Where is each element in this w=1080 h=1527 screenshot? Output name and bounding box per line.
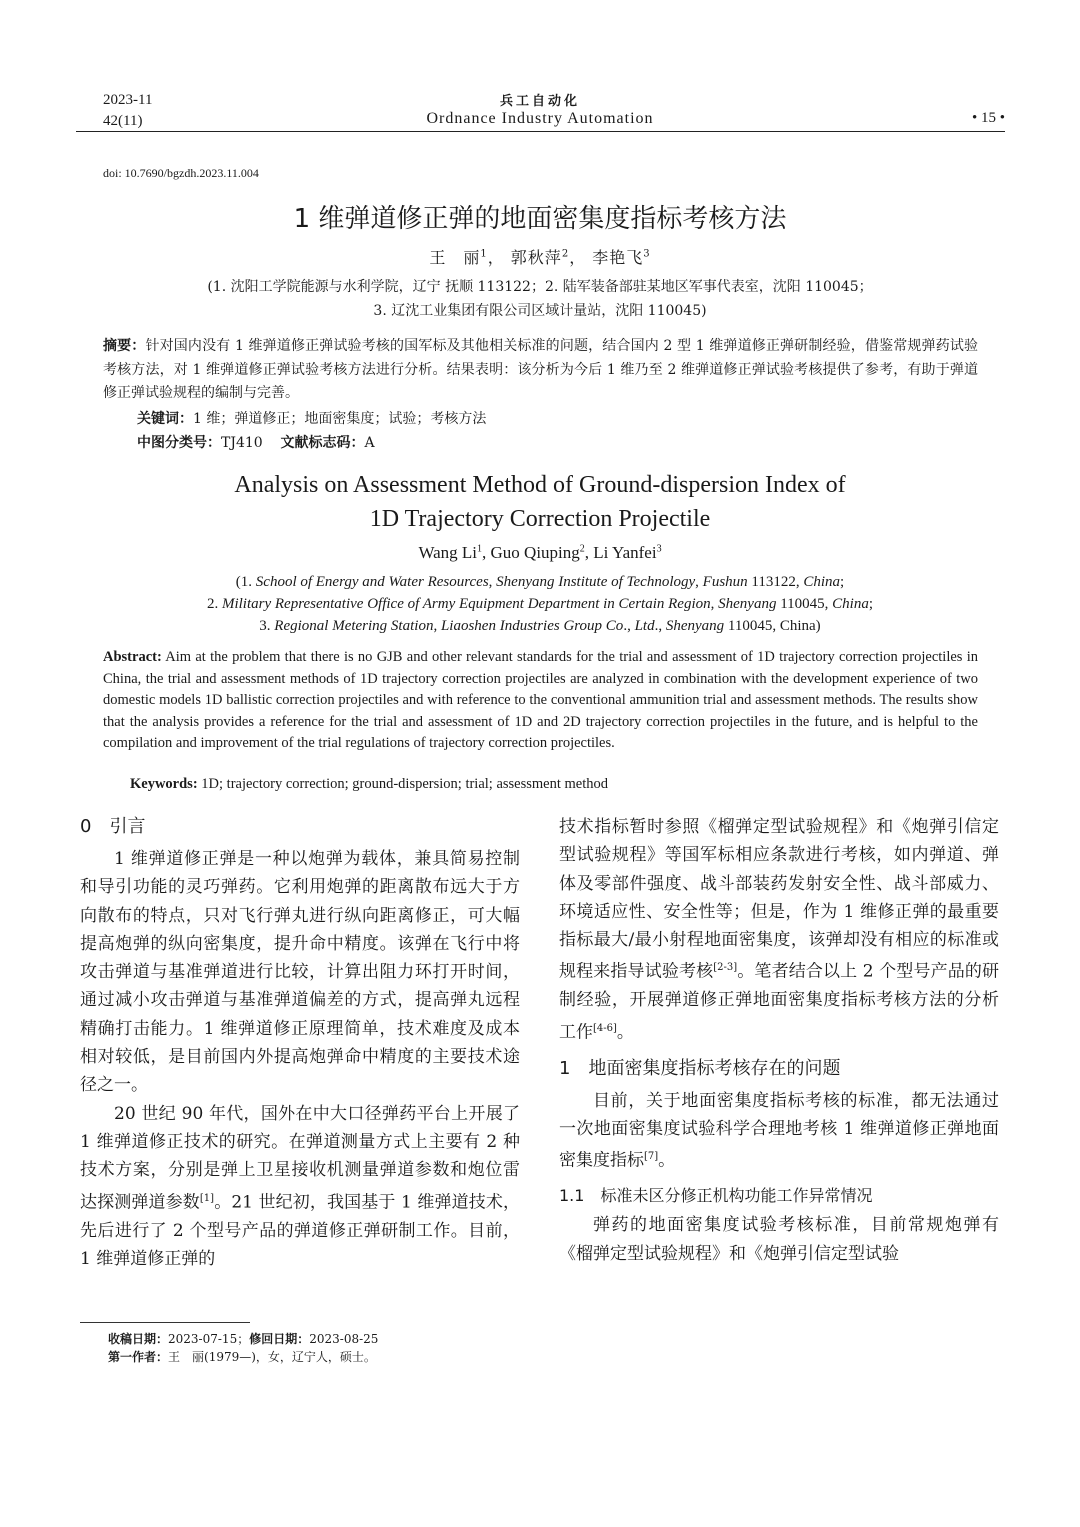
abstract-zh: [103, 335, 978, 406]
title-zh: 1 维弹道修正弹的地面密集度指标考核方法: [293, 204, 787, 234]
keywords-zh-block: [137, 407, 486, 455]
author-sup: 2: [579, 543, 585, 555]
author-sup: 2: [561, 248, 570, 260]
affiliations-en: [0, 571, 1080, 637]
received-date: 2023-07-15；: [168, 1332, 250, 1346]
doc-code-label: 文献标志码：: [280, 435, 365, 451]
keywords-en: [130, 776, 608, 793]
dates: [108, 1330, 378, 1348]
keywords-en-label: Keywords:: [130, 776, 198, 792]
author-sup: 3: [656, 543, 662, 555]
authors-zh: 王 丽$^1$， 郭秋萍$^2$， 李艳飞$^3$: [429, 248, 651, 267]
doc-code-value: A: [364, 435, 375, 451]
section-heading: 1 地面密集度指标考核存在的问题: [559, 1057, 841, 1079]
first-author-label: 第一作者：: [108, 1350, 169, 1364]
first-author: [108, 1348, 378, 1366]
keywords-zh-text: 1 维；弹道修正；地面密集度；试验；考核方法: [193, 411, 487, 427]
issue-volume: 42(11): [103, 113, 143, 129]
revised-label: 修回日期：: [249, 1332, 310, 1346]
citation: [2-3]: [713, 962, 738, 974]
citation: [1]: [199, 1192, 215, 1204]
paragraph: 弹药的地面密集度试验考核标准，目前常规炮弹有《榴弹定型试验规程》和《炮弹引信定型试验: [559, 1215, 999, 1264]
abstract-en: [103, 647, 978, 755]
abstract-zh-label: 摘要：: [103, 338, 146, 354]
title-en-line2: 1D Trajectory Correction Projectile: [369, 506, 711, 532]
authors-en: Wang Li$^1$, Guo Qiuping$^2$, Li Yanfei$^3$: [418, 543, 662, 562]
citation: [7]: [644, 1151, 659, 1163]
body-column-left: [80, 813, 520, 1273]
abstract-en-text: Aim at the problem that there is no GJB and other relevant standards for the trial and assessment of 1D trajectory correction projectiles in China, the trial and assessment methods of 1D trajectory correction projectiles are analyzed in combination with the development experience of two domestic models 1D ballistic correction projectiles and with reference to the conventional ammunition trial and assessment methods. The results show that the analysis provides a reference for the trial and assessment of 1D and 2D trajectory correction projectiles in the future, and is helpful to the compilation and improvement of the trial regulations of trajectory correction projectiles.: [103, 649, 979, 752]
paragraph: 1 维弹道修正弹是一种以炮弹为载体，兼具简易控制和导引功能的灵巧弹药。它利用炮弹的距离散布远大于方向散布的特点，只对飞行弹丸进行纵向距离修正，可大幅提高炮弹的纵向密集度，提升命中精度。该弹在飞行中将攻击弹道与基准弹道进行比较，计算出阻力环打开时间，通过减小攻击弹道与基准弹道偏差的方式，提高弹丸远程精确打击能力。1 维弹道修正原理简单，技术难度及成本相对较低，是目前国内外提高炮弹命中精度的主要技术途径之一。: [80, 849, 520, 1096]
affiliation-line: (1. 沈阳工学院能源与水利学院，辽宁 抚顺 113122；2. 陆军装备部驻某地区军事代表室，沈阳 110045；: [207, 279, 873, 295]
keywords-zh: [137, 407, 486, 431]
affiliation-line: 3. Regional Metering Station, Liaoshen Industries Group Co., Ltd., Shenyang 110045, China): [259, 618, 821, 634]
subsection-heading: 1.1 标准未区分修正机构功能工作异常情况: [559, 1186, 873, 1206]
classification-value: TJ410: [221, 435, 263, 451]
citation: [4-6]: [593, 1022, 617, 1034]
author-name: 郭秋萍: [510, 248, 562, 267]
author-name: Guo Qiuping: [490, 543, 580, 562]
footnote-divider: [80, 1322, 250, 1323]
keywords-zh-label: 关键词：: [137, 411, 193, 427]
author-sup: 1: [477, 543, 483, 555]
footnote: [108, 1330, 378, 1366]
page-number: • 15 •: [971, 110, 1005, 126]
affiliation-line: 2. Military Representative Office of Army Equipment Department in Certain Region, Shenyang 110045, China;: [206, 596, 874, 612]
issue-date: 2023-11: [103, 92, 153, 108]
paragraph: 技术指标暂时参照《榴弹定型试验规程》和《炮弹引信定型试验规程》等国军标相应条款进行考核，如内弹道、弹体及零部件强度、战斗部装药发射安全性、战斗部威力、环境适应性、安全性等；但是，作为 1 维修正弹的最重要指标最大/最小射程地面密集度，该弹却没有相应的标准或规程来指导试验考核[2-3]。笔者结合以上 2 个型号产品的研制经验，开展弹道修正弹地面密集度指标考核方法的分析工作[4-6]。: [559, 817, 999, 1043]
author-name: Li Yanfei: [593, 543, 657, 562]
title-en: [0, 468, 1080, 536]
keywords-en-text: 1D; trajectory correction; ground-dispersion; trial; assessment method: [201, 776, 608, 792]
title-en-line1: Analysis on Assessment Method of Ground-dispersion Index of: [234, 472, 846, 498]
author-sup: 3: [643, 248, 651, 260]
header-divider: [76, 131, 1005, 132]
classification: [137, 431, 486, 455]
revised-date: 2023-08-25: [309, 1332, 379, 1346]
paragraph: 目前，关于地面密集度指标考核的标准，都无法通过一次地面密集度试验科学合理地考核 1 维弹道修正弹地面密集度指标[7]。: [559, 1090, 999, 1171]
abstract-en-label: Abstract:: [103, 649, 162, 665]
journal-name-zh: 兵工自动化: [499, 94, 580, 109]
author-name: 王 丽: [429, 248, 481, 267]
journal-name-en: Ordnance Industry Automation: [426, 110, 654, 127]
doi: doi: 10.7690/bgzdh.2023.11.004: [103, 166, 259, 180]
affiliation-line: 3. 辽沈工业集团有限公司区域计量站，沈阳 110045): [373, 303, 707, 319]
author-sup: 1: [480, 248, 488, 260]
author-name: 李艳飞: [592, 248, 644, 267]
affiliation-line: (1. School of Energy and Water Resources, Shenyang Institute of Technology, Fushun 113122, China;: [235, 574, 845, 590]
affiliations-zh: [0, 275, 1080, 323]
abstract-zh-text: 针对国内没有 1 维弹道修正弹试验考核的国军标及其他相关标准的问题，结合国内 2 型 1 维弹道修正弹研制经验，借鉴常规弹药试验考核方法，对 1 维弹道修正弹试验考核方法进行分析。结果表明：该分析为今后 1 维乃至 2 维弹道修正弹试验考核提供了参考，有助于弹道修正弹试验规程的编制与完善。: [103, 338, 979, 401]
classification-label: 中图分类号：: [137, 435, 221, 451]
body-column-right: [559, 813, 999, 1268]
section-heading: 0 引言: [80, 816, 146, 837]
author-name: Wang Li: [418, 543, 478, 562]
received-label: 收稿日期：: [108, 1332, 169, 1346]
paragraph: 20 世纪 90 年代，国外在中大口径弹药平台上开展了 1 维弹道修正技术的研究。在弹道测量方式上主要有 2 种技术方案，分别是弹上卫星接收机测量弹道参数和炮位雷达探测弹道参数[1]。21 世纪初，我国基于 1 维弹道技术，先后进行了 2 个型号产品的弹道修正弹研制工作。目前，1 维弹道修正弹的: [80, 1103, 520, 1269]
first-author-info: 王 丽(1979—)，女，辽宁人，硕士。: [168, 1350, 376, 1364]
